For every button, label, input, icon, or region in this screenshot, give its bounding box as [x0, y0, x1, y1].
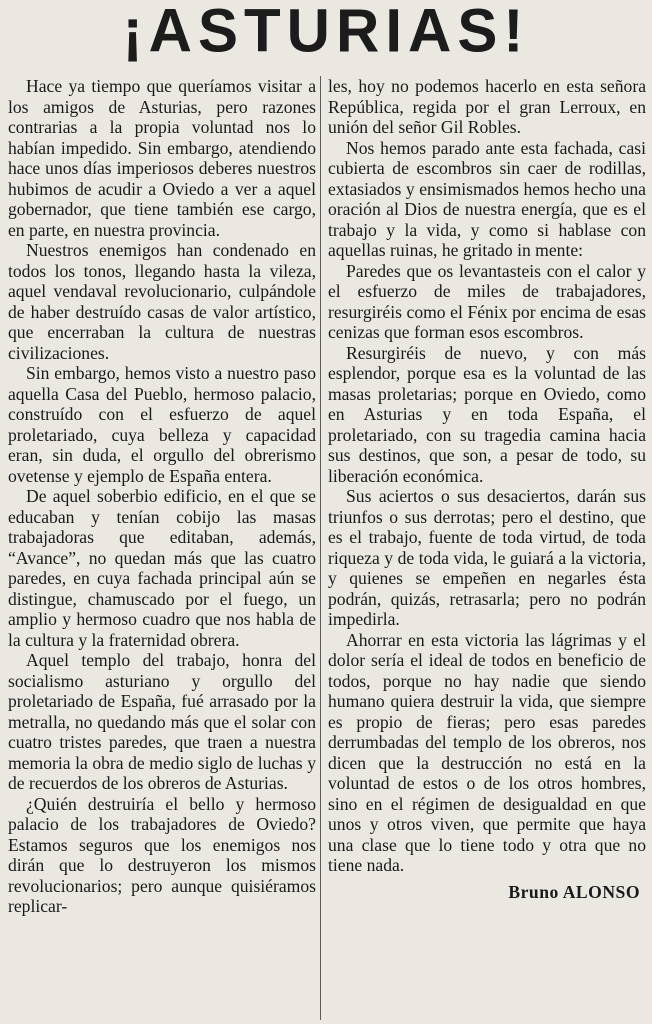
- left-column: [8, 76, 316, 1022]
- paragraph: Ahorrar en esta victoria las lágrimas y el dolor sería el ideal de todos en beneficio de todos, porque no hay nadie que siendo humano quiera destruir la vida, que siempre es propio de fieras; pero esas paredes derrumbadas del templo de los obreros, nos dicen que la destrucción no está en la voluntad de estos o de los otros hombres, sino en el régimen de desigualdad en que unos y otros viven, que permite que haya una clase que lo tiene todo y otra que no tiene nada.: [328, 629, 646, 875]
- headline: ¡ASTURIAS!: [122, 0, 530, 65]
- paragraph: Nos hemos parado ante esta fachada, casi cubierta de escombros sin caer de rodillas, extasiados y ensimismados hemos hecho una oración al Dios de nuestra energía, que es el trabajo y la vida, y como si hablase con aquellas ruinas, he gritado in mente:: [328, 137, 646, 260]
- right-column: [328, 76, 646, 1022]
- author-signature: Bruno ALONSO: [508, 881, 640, 902]
- paragraph: Nuestros enemigos han condenado en todos los tonos, llegando hasta la vileza, aquel vendaval revolucionario, culpándole de haber destruído casas de valor artístico, que encerraban la cultura de nuestras civilizaciones.: [8, 240, 316, 363]
- paragraph-continuation: les, hoy no podemos hacerlo en esta señora República, regida por el gran Lerroux, en unión del señor Gil Robles.: [328, 76, 646, 137]
- paragraph: Sus aciertos o sus desaciertos, darán sus triunfos o sus derrotas; pero el destino, que es el trabajo, fuente de toda virtud, de toda riqueza y de toda vida, le guiará a la victoria, y quienes se empeñen en negarles ésta podrán, quizás, retrasarla; pero no podrán impedirla.: [328, 486, 646, 629]
- paragraph: Paredes que os levantasteis con el calor y el esfuerzo de miles de trabajadores, resurgiréis como el Fénix por encima de esas cenizas que forman esos escombros.: [328, 260, 646, 342]
- paragraph: ¿Quién destruiría el bello y hermoso palacio de los trabajadores de Oviedo? Estamos seguros que los enemigos nos dirán que lo destruyeron los mismos revolucionarios; pero aunque quisiéramos replicar-: [8, 793, 316, 916]
- paragraph: Sin embargo, hemos visto a nuestro paso aquella Casa del Pueblo, hermoso palacio, construído con el esfuerzo de aquel proletariado, cuya belleza y capacidad eran, sin duda, el orgullo del obrerismo ovetense y ejemplo de España entera.: [8, 363, 316, 486]
- column-divider: [320, 76, 321, 1020]
- paragraph: Hace ya tiempo que queríamos visitar a los amigos de Asturias, pero razones contrarias a la propia voluntad nos lo habían impedido. Sin embargo, atendiendo hace unos días imperiosos deberes nuestros hubimos de acudir a Oviedo a ver a aquel gobernador, que tiene también ese cargo, en parte, en nuestra provincia.: [8, 76, 316, 240]
- paragraph: Aquel templo del trabajo, honra del socialismo asturiano y orgullo del proletariado de España, fué arrasado por la metralla, no quedando más que el solar con cuatro tristes paredes, que traen a nuestra memoria la obra de medio siglo de luchas y de recuerdos de los obreros de Asturias.: [8, 650, 316, 793]
- paragraph: Resurgiréis de nuevo, y con más esplendor, porque esa es la voluntad de las masas proletarias; porque en Oviedo, como en Asturias y en toda España, el proletariado, con su tragedia camina hacia sus destinos, que son, a pesar de todo, su liberación económica.: [328, 342, 646, 486]
- paragraph: De aquel soberbio edificio, en el que se educaban y tenían cobijo las masas trabajadoras que editaban, además, “Avance”, no quedan más que las cuatro paredes, en cuya fachada principal aún se distingue, chamuscado por el fuego, un amplio y hermoso cuadro que nos habla de la cultura y la fraternidad obrera.: [8, 486, 316, 650]
